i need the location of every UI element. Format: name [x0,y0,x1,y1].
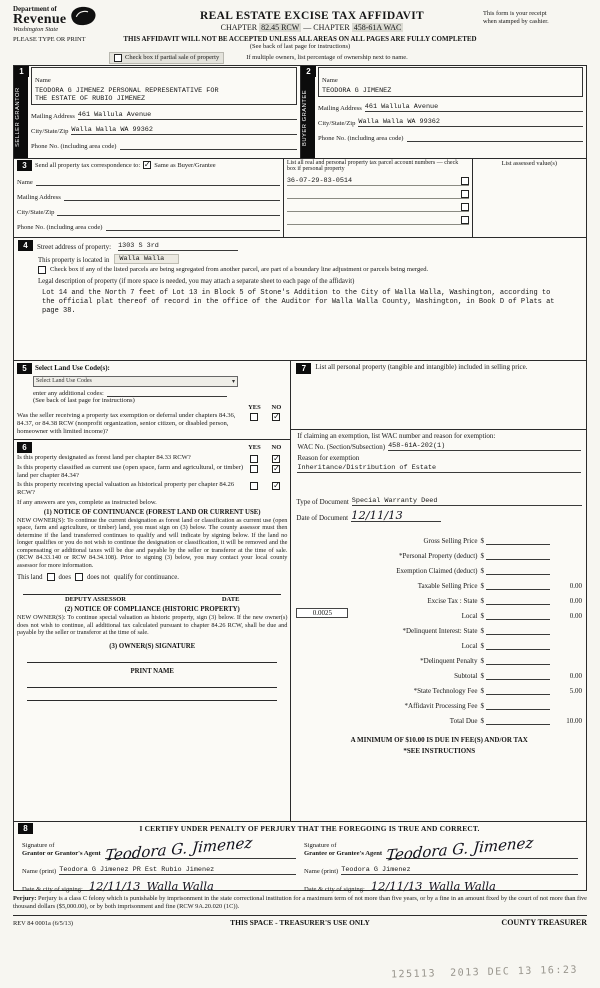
receipt-note [483,6,587,26]
grantee-agent-label: Grantee or Grantee's Agent [304,850,383,858]
additional-codes-field[interactable] [107,389,227,397]
chapter-wac: 458-61A WAC [353,23,402,32]
owners-signature-title: (3) OWNER(S) SIGNATURE [109,642,196,650]
grantee-name-print-value: Teodora G Jimenez [341,865,411,874]
corr-name-label: Name [17,178,33,186]
this-land-label: This land [17,573,43,581]
chapter-rcw: 82.45 RCW [261,23,300,32]
document-type-label: Type of Document [296,497,349,506]
buyer-csz-label: City/State/Zip [318,119,356,127]
dor-logo [13,6,141,34]
buyer-csz-field[interactable] [358,118,583,127]
personal-property-blank-area[interactable] [291,374,586,430]
seller-buyer-section [13,65,587,159]
logo-department-of: Department of [13,5,57,13]
land-use-code-value: Select Land Use Codes [36,378,92,384]
seller-name-line2: THE ESTATE OF RUBIO JIMENEZ [35,94,146,103]
current-use-yes-checkbox[interactable] [250,465,258,473]
buyer-csz-value: Walla Walla WA 99362 [358,117,440,126]
seller-word: SELLER [15,121,21,147]
amount-field[interactable] [486,566,550,575]
local-rate-field[interactable]: 0.0025 [296,608,348,618]
grantor-name-print-value: Teodora G Jimenez PR Est Rubio Jimenez [59,865,215,874]
dollar-sign: $ [480,687,484,695]
seller-grantor-sidebar [14,77,28,158]
yes-no-header [17,404,287,411]
logo-washington-state: Washington State [13,26,59,33]
buyer-word: BUYER [302,122,308,146]
historic-question-row [17,481,287,497]
segregated-checkbox[interactable] [38,266,46,274]
buyer-grantee-sidebar [301,77,315,158]
print-name-line[interactable] [27,675,277,688]
checkmark-icon: ✓ [273,480,280,490]
amount-value: 0.00 [569,612,582,620]
grantee-name-print-label: Name (print) [304,867,339,875]
rev-number: REV 84 0001a (6/5/13) [13,919,74,927]
grantee-word: GRANTEE [302,88,308,121]
dollar-sign: $ [480,552,484,560]
located-in-field[interactable]: Walla Walla [114,254,179,264]
seller-name-line1: TEODORA G JIMENEZ PERSONAL REPRESENTATIVE FOR [35,86,219,95]
partial-sale-row [13,52,587,64]
grantee-signature-field[interactable] [385,832,578,865]
stamp-datetime: 2013 DEC 13 16:23 [450,964,579,979]
perjury-label: Perjury: [13,894,37,902]
receipt-note-line: when stamped by cashier. [483,18,549,25]
buyer-mailing-field[interactable] [365,103,583,112]
exemption-claimed-row [296,560,582,575]
amount-field[interactable] [486,596,550,605]
cashier-receipt-stamp [391,965,578,981]
seller-mailing-value: 461 Wallula Avenue [77,110,152,119]
county-treasurer-label: COUNTY TREASURER [501,917,587,927]
see-instructions-note: *SEE INSTRUCTIONS [403,746,476,755]
personal-property-deduct-row [296,545,582,560]
reason-exemption-value: Inheritance/Distribution of Estate [297,463,437,472]
continuance-line [17,573,287,581]
grantee-city-ink: Walla Walla [428,879,496,893]
dollar-sign: $ [480,657,484,665]
excise-tax-state-row [296,590,582,605]
send-correspondence-label: Send all property tax correspondence to: [35,161,141,169]
reason-exemption-label: Reason for exemption [297,453,360,462]
wac-number-value: 458-61A-202(1) [388,441,446,450]
document-type-value: Special Warranty Deed [351,496,438,505]
personal-property-checkbox[interactable] [461,177,469,185]
if-yes-note: If any answers are yes, complete as instructed below. [17,498,157,506]
grantor-date-ink: 12/11/13 [88,879,141,893]
parcel-numbers-header: List all real and personal property tax parcel account numbers — check box if personal property [286,159,459,173]
notice-continuance-title: (1) NOTICE OF CONTINUANCE (FOREST LAND OR CURRENT USE) [43,508,261,516]
section-1-number: 1 [14,66,29,77]
no-label: NO [271,443,282,451]
document-type-field[interactable] [352,497,582,506]
owner-signature-line[interactable] [27,650,277,663]
wac-number-field[interactable] [388,442,581,451]
money-label: Excise Tax : State [427,597,478,605]
buyer-phone-label: Phone No. (including area code) [318,134,404,142]
dollar-sign: $ [480,582,484,590]
money-label: *Affidavit Processing Fee [404,702,478,710]
certify-statement: I CERTIFY UNDER PENALTY OF PERJURY THAT THE FOREGOING IS TRUE AND CORRECT. [139,823,480,833]
local-rate-row [296,605,582,620]
does-label: does [58,573,71,581]
instruction-row [13,35,587,50]
section-2-number: 2 [301,66,316,77]
notice-continuance-text: NEW OWNER(S): To continue the current designation as forest land or classification as current use (open space, farm and agriculture, or timber) land, you must sign on (3) below. The county assessor must then determine if the land transferred continues to qualify and will indicate by signing below. If the land no longer qualifies or you do not wish to continue the designation or classification, it will be removed and the compensating or additional taxes will be due and payable by the seller or transferor at the time of sale. (RCW 84.33.140 or RCW 84.34.108). Prior to signing (3) below, you may contact your local county assessor for more information. [17,516,288,569]
current-use-question: Is this property classified as current use (open space, farm and agricultural, or timber) land per chapter 84.34? [17,463,244,479]
seller-name-field[interactable] [31,67,297,105]
middle-section [13,360,587,822]
grantee-signature-labels [304,842,382,858]
section-3-number: 3 [17,160,32,171]
yes-label: YES [248,443,261,451]
corr-name-field[interactable] [36,178,280,186]
current-use-no-checkbox[interactable] [272,465,280,473]
form-header [13,6,587,34]
money-label: Local [461,642,478,650]
chapter-dash: — [303,23,312,32]
amount-field[interactable] [486,716,550,725]
additional-codes-label: enter any additional codes: [33,389,104,397]
logo-revenue: Revenue [13,12,67,27]
taxable-selling-price-row [296,575,582,590]
wac-number-label: WAC No. (Section/Subsection) [297,442,386,451]
minimum-due-note: A MINIMUM OF $10.00 IS DUE IN FEE(S) AND/OR TAX [350,736,528,744]
parcel-number-value: 36-07-29-83-0514 [286,177,353,186]
dollar-sign: $ [480,612,484,620]
chapter-word: CHAPTER [313,23,350,32]
state-technology-fee-row [296,680,582,695]
forest-no-checkbox[interactable] [272,455,280,463]
classification-section [14,440,290,821]
grantor-agent-label: Grantor or Grantor's Agent [22,850,101,858]
money-label: *Delinquent Penalty [420,657,478,665]
money-label: *Delinquent Interest: State [402,627,478,635]
grantor-name-print-field[interactable] [59,866,296,875]
document-date-label: Date of Document [296,514,349,522]
no-label: NO [271,403,282,411]
checkmark-icon: ✓ [273,463,280,473]
deferral-yes-checkbox[interactable] [250,413,258,421]
certification-section [13,821,587,891]
personal-property-checkbox[interactable] [461,203,469,211]
date-label: DATE [221,596,240,604]
grantee-name-print-field[interactable] [341,866,578,875]
chapter-line [141,23,483,32]
grantor-signature-ink: Teodora G. Jimenez [104,832,253,865]
segregated-label: Check box if any of the listed parcels are being segregated from another parcel, are part of a boundary line adjustment or parcels being merged. [50,266,429,273]
washington-state-logo-icon [68,6,98,26]
yes-no-header [32,444,287,451]
deputy-assessor-signature-line[interactable] [23,583,281,595]
current-use-question-row [17,464,287,480]
amount-field[interactable] [486,536,550,545]
tax-section [291,361,586,821]
amount-field[interactable] [486,611,550,620]
buyer-phone-field[interactable] [407,134,583,142]
buyer-mailing-value: 461 Wallula Avenue [364,102,439,111]
assessed-values-header: List assessed value(s) [501,159,557,167]
legal-description-label: Legal description of property (if more space is needed, you may attach a separate sheet to each page of the affidavit) [38,277,355,285]
signature-of-label: Signature of [22,842,55,850]
seller-section [14,66,300,158]
amount-field[interactable] [486,686,550,695]
corr-csz-field[interactable] [57,208,279,216]
affidavit-processing-fee-row [296,695,582,710]
street-address-value: 1303 S 3rd [118,241,159,250]
money-label: Gross Selling Price [423,537,478,545]
chevron-down-icon: ▾ [231,378,235,385]
footer-row [13,915,587,927]
corr-csz-label: City/State/Zip [17,208,55,216]
yes-label: YES [248,403,261,411]
amount-value: 10.00 [566,717,582,725]
section-5-number: 5 [17,363,32,374]
buyer-name-field[interactable] [318,67,583,97]
partial-sale-field [109,52,224,64]
subtotal-row [296,665,582,680]
amount-field[interactable] [486,626,550,635]
buyer-section [300,66,586,158]
corr-mailing-field[interactable] [64,193,280,201]
stamp-receipt-number: 125113 [390,968,437,981]
historic-question: Is this property receiving special valuation as historical property per chapter 84.26 RCW? [17,480,235,496]
personal-property-checkbox[interactable] [461,216,469,224]
dollar-sign: $ [480,597,484,605]
delinquent-interest-local-row [296,635,582,650]
perjury-paragraph [13,895,587,911]
corr-phone-label: Phone No. (including area code) [17,223,103,231]
completion-warning: THIS AFFIDAVIT WILL NOT BE ACCEPTED UNLESS ALL AREAS ON ALL PAGES ARE FULLY COMPLETED [123,34,477,43]
grantor-word: GRANTOR [15,87,21,120]
grantor-signature-labels [22,842,101,858]
money-label: Total Due [449,717,478,725]
grantor-signature-field[interactable] [104,832,296,865]
legal-description-text: Lot 14 and the North 7 feet of Lot 13 in Block 5 of Stone's Addition to the City of Walla Walla, Washington, according to the official plat thereof of record in the office of the Auditor for Walla Walla County, Washington, in Book D of Plats at page 38. [42,288,555,315]
amount-field[interactable] [486,701,550,710]
section-8-number: 8 [18,823,33,834]
parcel-row [287,214,469,225]
corr-mailing-label: Mailing Address [17,193,61,201]
print-name-line[interactable] [27,688,277,701]
buyer-mailing-label: Mailing Address [318,104,362,112]
signature-of-label: Signature of [304,842,337,850]
seller-csz-value: Walla Walla WA 99362 [71,125,153,134]
delinquent-penalty-row [296,650,582,665]
forest-land-question: Is this property designated as forest land per chapter 84.33 RCW? [17,453,191,461]
multiple-owners-note: If multiple owners, list percentage of ownership next to name. [246,54,408,61]
grantor-date-city-label: Date & city of signing: [22,885,83,893]
buyer-name-line1: TEODORA G JIMENEZ [322,86,392,95]
amount-field[interactable] [486,641,550,650]
receipt-note-line: This form is your receipt [483,10,547,17]
checkmark-icon: ✓ [273,453,280,463]
deputy-assessor-labels [17,596,287,603]
does-checkbox[interactable] [47,573,55,581]
section-6-number: 6 [17,442,32,453]
money-label: *Personal Property (deduct) [398,552,478,560]
land-use-code-select[interactable] [33,376,238,387]
seller-phone-field[interactable] [120,142,297,150]
seller-mailing-label: Mailing Address [31,112,75,120]
seller-mailing-field[interactable] [78,111,297,120]
dollar-sign: $ [480,642,484,650]
street-address-field[interactable] [118,242,238,251]
land-use-section [14,361,290,440]
notice-compliance-text: NEW OWNER(S): To continue special valuation as historic property, sign (3) below. If the new owner(s) does not wish to continue, all additional tax calculated pursuant to chapter 84.26 RCW, shall be due and payable by the seller or transferor at the time of sale. [17,614,288,637]
grantee-date-city-label: Date & city of signing: [304,885,365,893]
seller-phone-label: Phone No. (including area code) [31,142,117,150]
partial-sale-label: Check box if partial sale of property [125,54,220,61]
perjury-text: Perjury is a class C felony which is punishable by imprisonment in the state correctional institution for a maximum term of not more than five years, or by a fine in an amount fixed by the court of not more than five thousand dollars ($5,000.00), or by both imprisonment and fine (RCW 9A.20.020 (1C)). [13,894,587,910]
amount-value: 0.00 [569,672,582,680]
grantee-signature-ink: Teodora G. Jimenez [385,832,535,865]
seller-csz-label: City/State/Zip [31,127,69,135]
checkmark-icon: ✓ [273,411,280,421]
parcel-row [287,188,469,199]
corr-phone-field[interactable] [106,223,280,231]
amount-field[interactable] [486,671,550,680]
money-label: Subtotal [454,672,478,680]
chapter-word: CHAPTER [220,23,258,32]
land-use-title: Select Land Use Code(s): [35,364,110,372]
document-date-field[interactable] [351,507,441,523]
historic-no-checkbox[interactable] [272,482,280,490]
correspondence-section [13,158,587,238]
delinquent-interest-state-row [296,620,582,635]
section-7-number: 7 [296,363,311,374]
forest-yes-checkbox[interactable] [250,455,258,463]
grantor-city-ink: Walla Walla [146,879,214,893]
section-4-number: 4 [18,240,33,251]
seller-csz-field[interactable] [71,126,297,135]
amount-value: 0.00 [569,597,582,605]
amount-value: 0.00 [569,582,582,590]
same-as-buyer-label: Same as Buyer/Grantee [154,161,216,169]
historic-yes-checkbox[interactable] [250,482,258,490]
checkmark-icon: ✓ [143,160,151,169]
money-label: Taxable Selling Price [417,582,478,590]
deferral-question: Was the seller receiving a property tax exemption or deferral under chapters 84.36, 84.37, or 84.38 RCW (nonprofit organization, senior citizen, or disabled person, homeowner with limited income)? [17,411,236,435]
money-label: Local [461,612,478,620]
treasurer-space-label: THIS SPACE - TREASURER'S USE ONLY [230,917,370,927]
deferral-no-checkbox[interactable] [272,413,280,421]
parcel-row [287,175,469,186]
partial-sale-checkbox[interactable] [114,54,122,62]
money-label: Exemption Claimed (deduct) [396,567,478,575]
gross-selling-price-row [296,530,582,545]
money-label: *State Technology Fee [413,687,478,695]
exemption-intro: If claiming an exemption, list WAC number and reason for exemption: [297,431,496,440]
dollar-sign: $ [480,717,484,725]
dollar-sign: $ [480,702,484,710]
see-back-note-5: (See back of last page for instructions) [33,396,135,404]
located-in-label: This property is located in [38,256,110,264]
reason-exemption-field[interactable] [297,464,581,473]
form-title: REAL ESTATE EXCISE TAX AFFIDAVIT [200,10,424,22]
amount-value: 5.00 [569,687,582,695]
grantor-name-print-label: Name (print) [22,867,57,875]
dollar-sign: $ [480,627,484,635]
buyer-name-label: Name [322,76,338,84]
personal-property-label: List all personal property (tangible and intangible) included in selling price. [315,362,528,371]
amount-field[interactable] [486,656,550,665]
grantor-signature-block [18,832,300,893]
amount-field[interactable] [486,581,550,590]
street-address-label: Street address of property: [37,242,112,251]
qualify-label: qualify for continuance. [113,573,179,581]
notice-compliance-title: (2) NOTICE OF COMPLIANCE (HISTORIC PROPERTY) [64,606,240,614]
print-name-title: PRINT NAME [130,667,174,675]
grantee-date-ink: 12/11/13 [370,879,423,893]
deferral-question-row [17,412,287,436]
please-type-label: PLEASE TYPE OR PRINT [13,35,86,43]
does-not-label: does not [86,573,110,581]
personal-property-checkbox[interactable] [461,190,469,198]
amount-field[interactable] [486,551,550,560]
same-as-buyer-checkbox[interactable] [143,161,151,169]
document-date-value: 12/11/13 [351,507,403,522]
forest-land-question-row [17,454,287,463]
seller-name-label: Name [35,76,51,84]
grantee-signature-block [300,832,582,893]
total-due-row [296,710,582,725]
see-back-note: (See back of last page for instructions) [249,42,351,50]
dollar-sign: $ [480,672,484,680]
property-section [13,237,587,361]
dollar-sign: $ [480,537,484,545]
deputy-assessor-label: DEPUTY ASSESSOR [64,596,126,604]
parcel-row [287,201,469,212]
dollar-sign: $ [480,567,484,575]
does-not-checkbox[interactable] [75,573,83,581]
